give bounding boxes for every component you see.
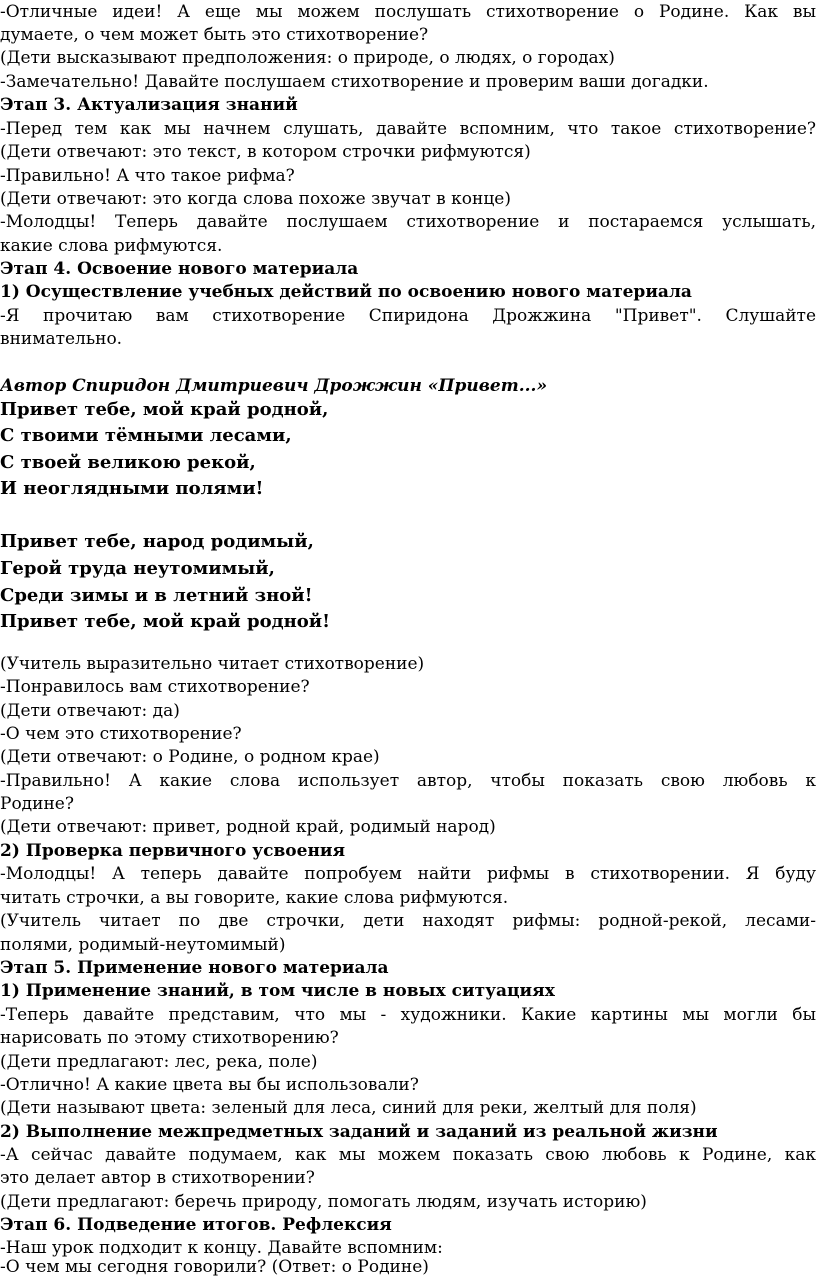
poem-line: Привет тебе, мой край родной, [0,399,329,420]
poem-line: С твоей великою рекой, [0,452,256,473]
poem-line: И неоглядными полями! [0,478,264,499]
text-line: (Дети предлагают: беречь природу, помогать людям, изучать историю) [0,1192,647,1212]
poem-line: Привет тебе, народ родимый, [0,531,314,552]
text-line: -О чем мы сегодня говорили? (Ответ: о Родине) [0,1257,429,1277]
text-line: (Дети называют цвета: зеленый для леса, синий для реки, желтый для поля) [0,1098,697,1118]
poem-line: С твоими тёмными лесами, [0,425,292,446]
text-line: -Отличные идеи! А еще мы можем послушать стихотворение о Родине. Как вы [0,2,816,22]
text-line: это делает автор в стихотворении? [0,1168,315,1188]
text-line: -Молодцы! А теперь давайте попробуем найти рифмы в стихотворении. Я буду [0,864,816,884]
text-line: -А сейчас давайте подумаем, как мы можем показать свою любовь к Родине, как [0,1145,816,1165]
text-line: -Правильно! А что такое рифма? [0,166,295,186]
poem-line: Среди зимы и в летний зной! [0,585,313,606]
text-line: -Молодцы! Теперь давайте послушаем стихотворение и постараемся услышать, [0,212,816,232]
subsection-heading: 2) Выполнение межпредметных заданий и заданий из реальной жизни [0,1122,718,1142]
section-heading: Этап 4. Освоение нового материала [0,259,359,279]
text-line: -Правильно! А какие слова использует автор, чтобы показать свою любовь к [0,771,816,791]
text-line: какие слова рифмуются. [0,236,223,256]
poem-line: Привет тебе, мой край родной! [0,611,331,632]
text-line: нарисовать по этому стихотворению? [0,1028,339,1048]
text-line: (Дети отвечают: это текст, в котором строчки рифмуются) [0,142,531,162]
text-line: -Я прочитаю вам стихотворение Спиридона Дрожжина "Привет". Слушайте [0,306,816,326]
text-line: (Дети высказывают предположения: о природе, о людях, о городах) [0,48,615,68]
text-line: (Дети отвечают: это когда слова похоже звучат в конце) [0,189,511,209]
text-line: (Дети отвечают: да) [0,701,180,721]
text-line: -Понравилось вам стихотворение? [0,677,310,697]
text-line: (Дети отвечают: о Родине, о родном крае) [0,747,380,767]
subsection-heading: 1) Осуществление учебных действий по освоению нового материала [0,282,692,302]
text-line: (Учитель читает по две строчки, дети находят рифмы: родной-рекой, лесами- [0,911,816,931]
text-line: -Отлично! А какие цвета вы бы использовали? [0,1075,419,1095]
poem-author-title: Автор Спиридон Дмитриевич Дрожжин «Привет...» [0,376,548,396]
text-line: (Дети отвечают: привет, родной край, родимый народ) [0,817,496,837]
text-line: -Замечательно! Давайте послушаем стихотворение и проверим ваши догадки. [0,72,709,92]
text-line: читать строчки, а вы говорите, какие слова рифмуются. [0,888,509,908]
text-line: -О чем это стихотворение? [0,724,242,744]
text-line: полями, родимый-неутомимый) [0,935,286,955]
text-line: (Учитель выразительно читает стихотворение) [0,654,425,674]
section-heading: Этап 6. Подведение итогов. Рефлексия [0,1215,392,1235]
text-line: внимательно. [0,329,123,349]
text-line: думаете, о чем может быть это стихотворение? [0,25,429,45]
poem-line: Герой труда неутомимый, [0,558,275,579]
section-heading: Этап 5. Применение нового материала [0,958,389,978]
section-heading: Этап 3. Актуализация знаний [0,95,298,115]
text-line: -Теперь давайте представим, что мы - художники. Какие картины мы могли бы [0,1005,816,1025]
text-line: -Перед тем как мы начнем слушать, давайте вспомним, что такое стихотворение? [0,119,816,139]
subsection-heading: 2) Проверка первичного усвоения [0,841,346,861]
text-line: Родине? [0,794,74,814]
text-line: (Дети предлагают: лес, река, поле) [0,1052,318,1072]
subsection-heading: 1) Применение знаний, в том числе в новых ситуациях [0,981,555,1001]
text-line: -Наш урок подходит к концу. Давайте вспомним: [0,1238,443,1258]
